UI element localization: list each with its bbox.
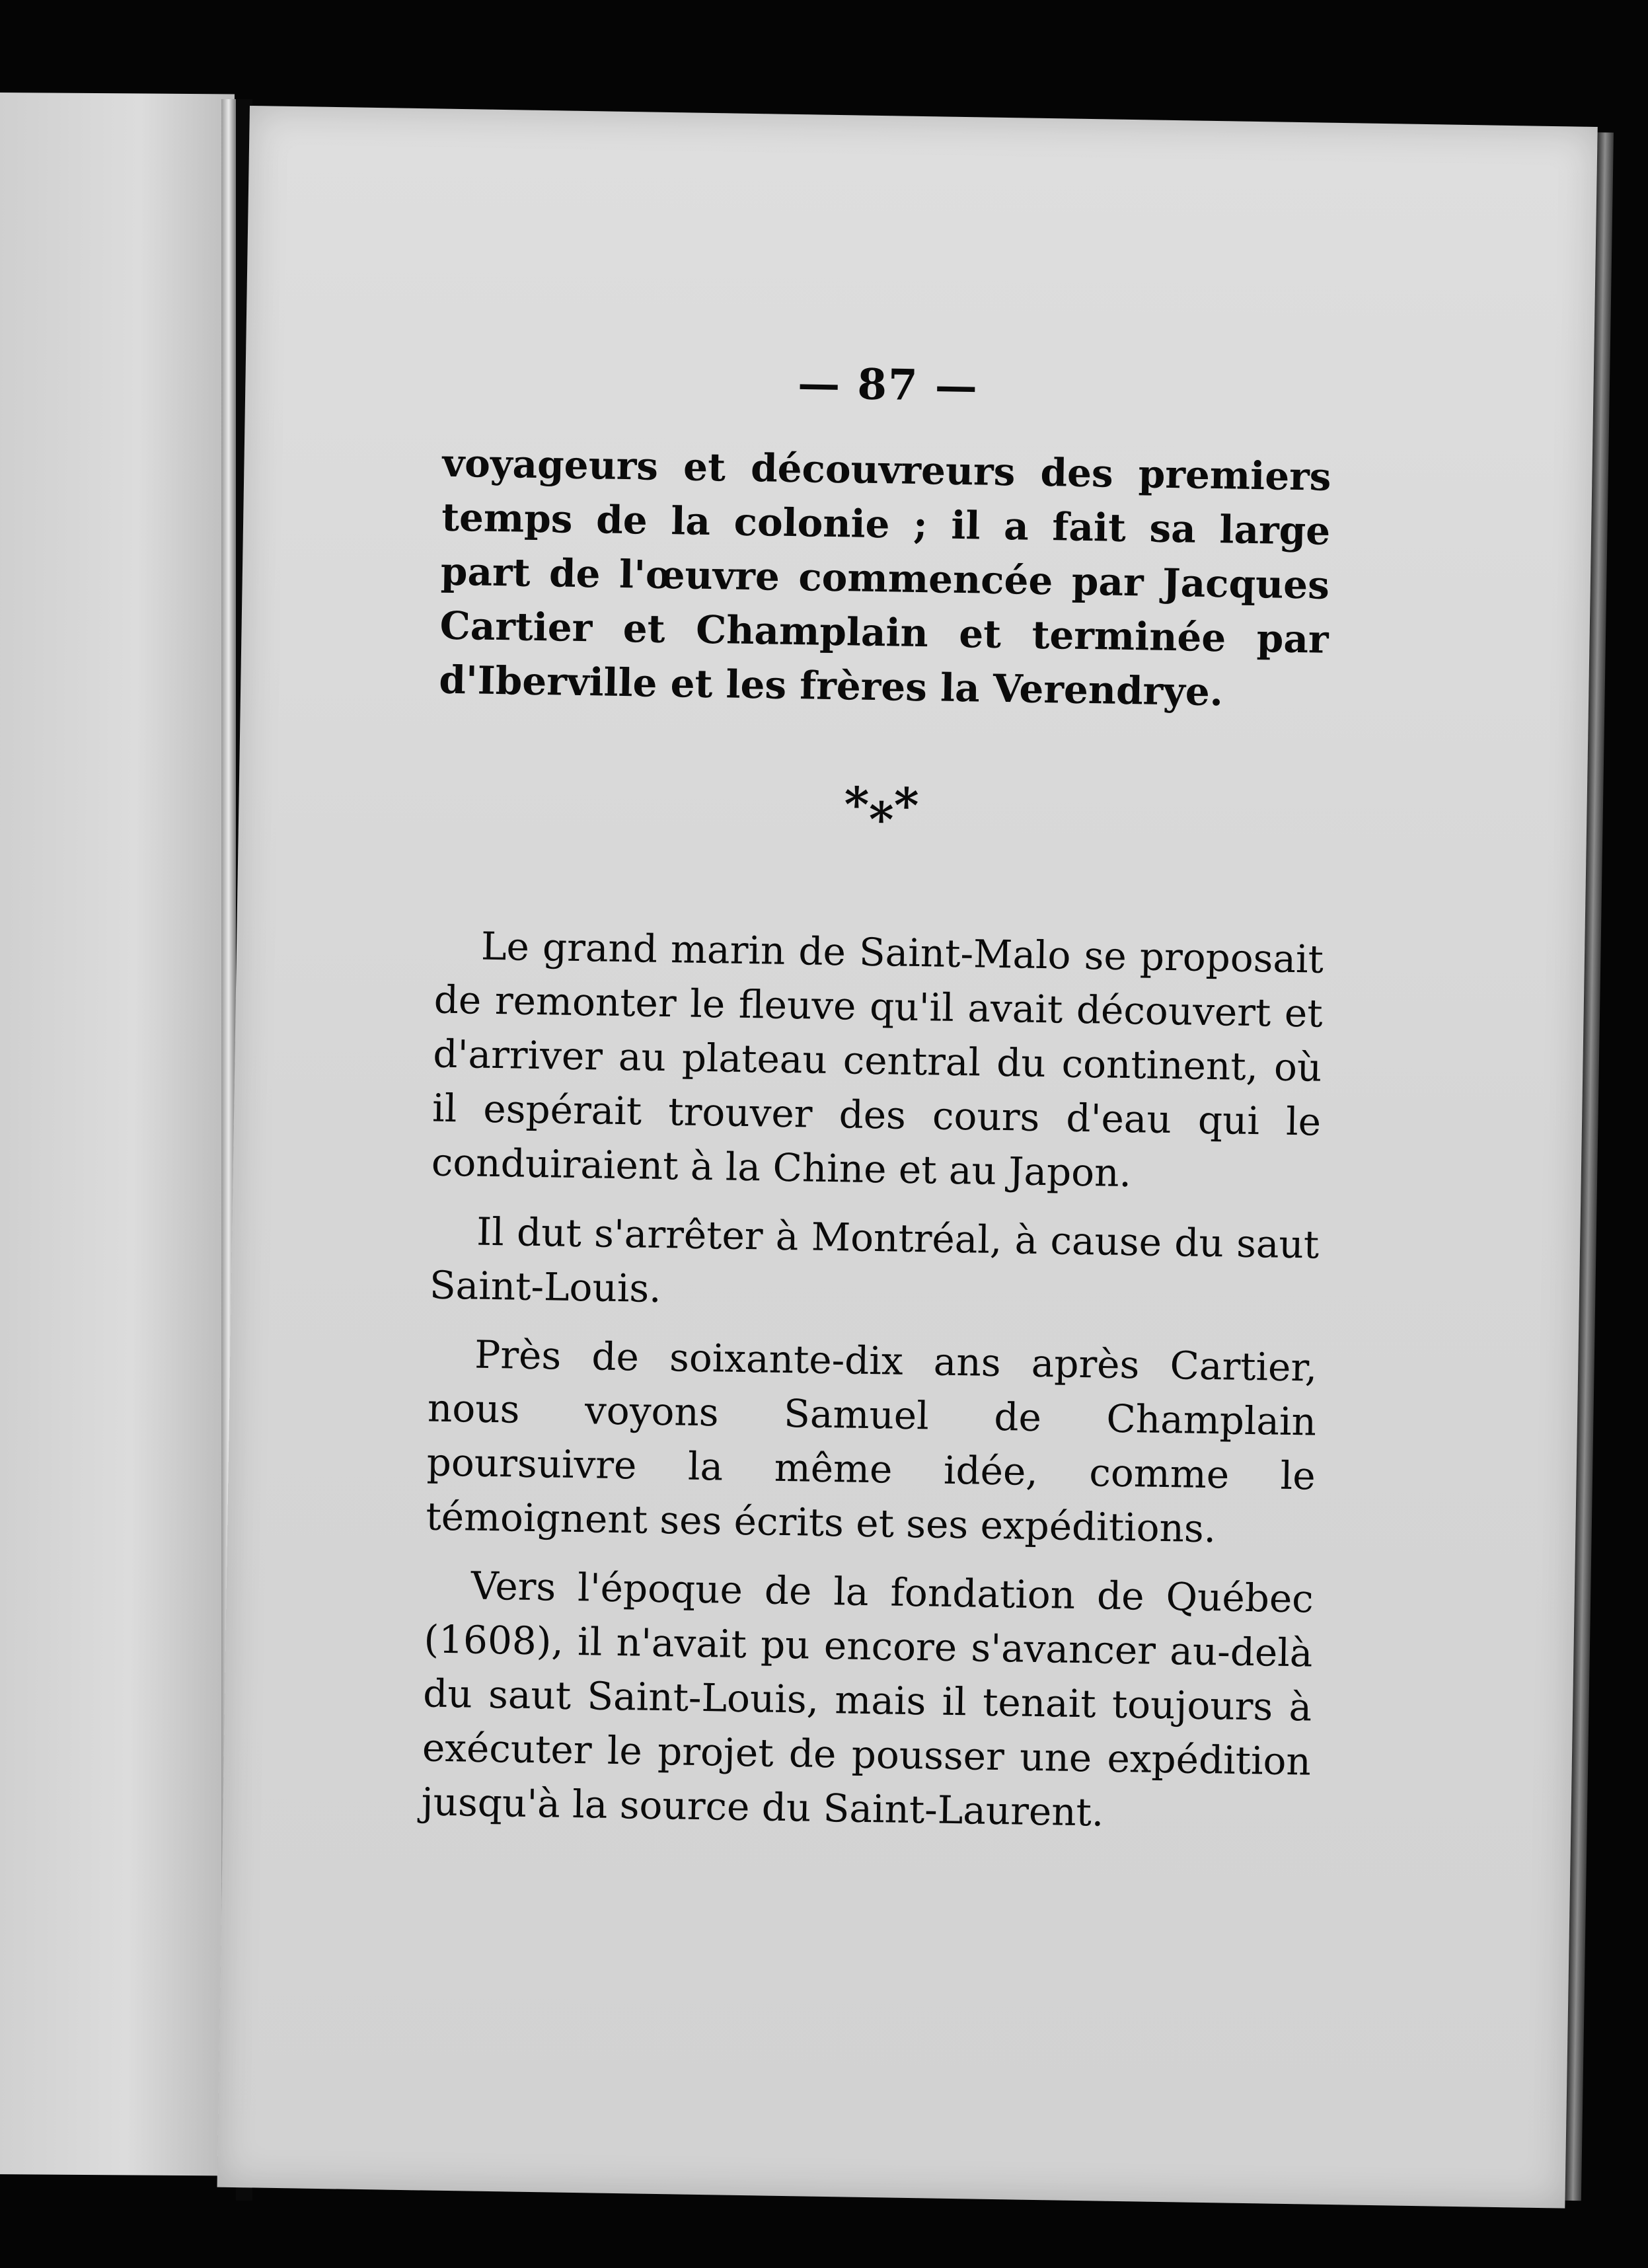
separator-asterisk-middle: * <box>868 790 895 848</box>
paragraph-saint-malo: Le grand marin de Saint-Malo se proposait de remonter le fleuve qu'il avait découvert et d'arriver au plateau central du continent, où il espérait trouver des cours d'eau qui le conduiraient à la Chine et au Japon. <box>431 923 1324 1196</box>
separator-asterisk-right: * <box>893 776 920 834</box>
book-page <box>217 106 1598 2209</box>
paragraph-montreal: Il dut s'arrêter à Montréal, à cause du saut Saint-Louis. <box>429 1209 1320 1311</box>
separator-asterisk-left: * <box>843 776 870 833</box>
section-separator <box>437 770 1326 848</box>
page-number: — 87 — <box>797 359 979 412</box>
paragraph-quebec: Vers l'époque de la fondation de Québec (1608), il n'avait pu encore s'avancer au-delà du saut Saint-Louis, mais il tenait toujours à exécuter le projet de pousser une expédition jusqu'à la source du Saint-Laurent. <box>421 1563 1314 1835</box>
paragraph-champlain: Près de soixante-dix ans après Cartier, nous voyons Samuel de Champlain poursuivre la même idée, comme le témoignent ses écrits et ses expéditions. <box>425 1332 1318 1552</box>
facing-page <box>0 93 235 2175</box>
page-content <box>421 354 1333 1843</box>
intro-paragraph: voyageurs et découvreurs des premiers temps de la colonie ; il a fait sa large part de l'œuvre commencée par Jacques Cartier et Champlain et terminée par d'Iberville et les frères la Verendrye. <box>438 440 1331 715</box>
